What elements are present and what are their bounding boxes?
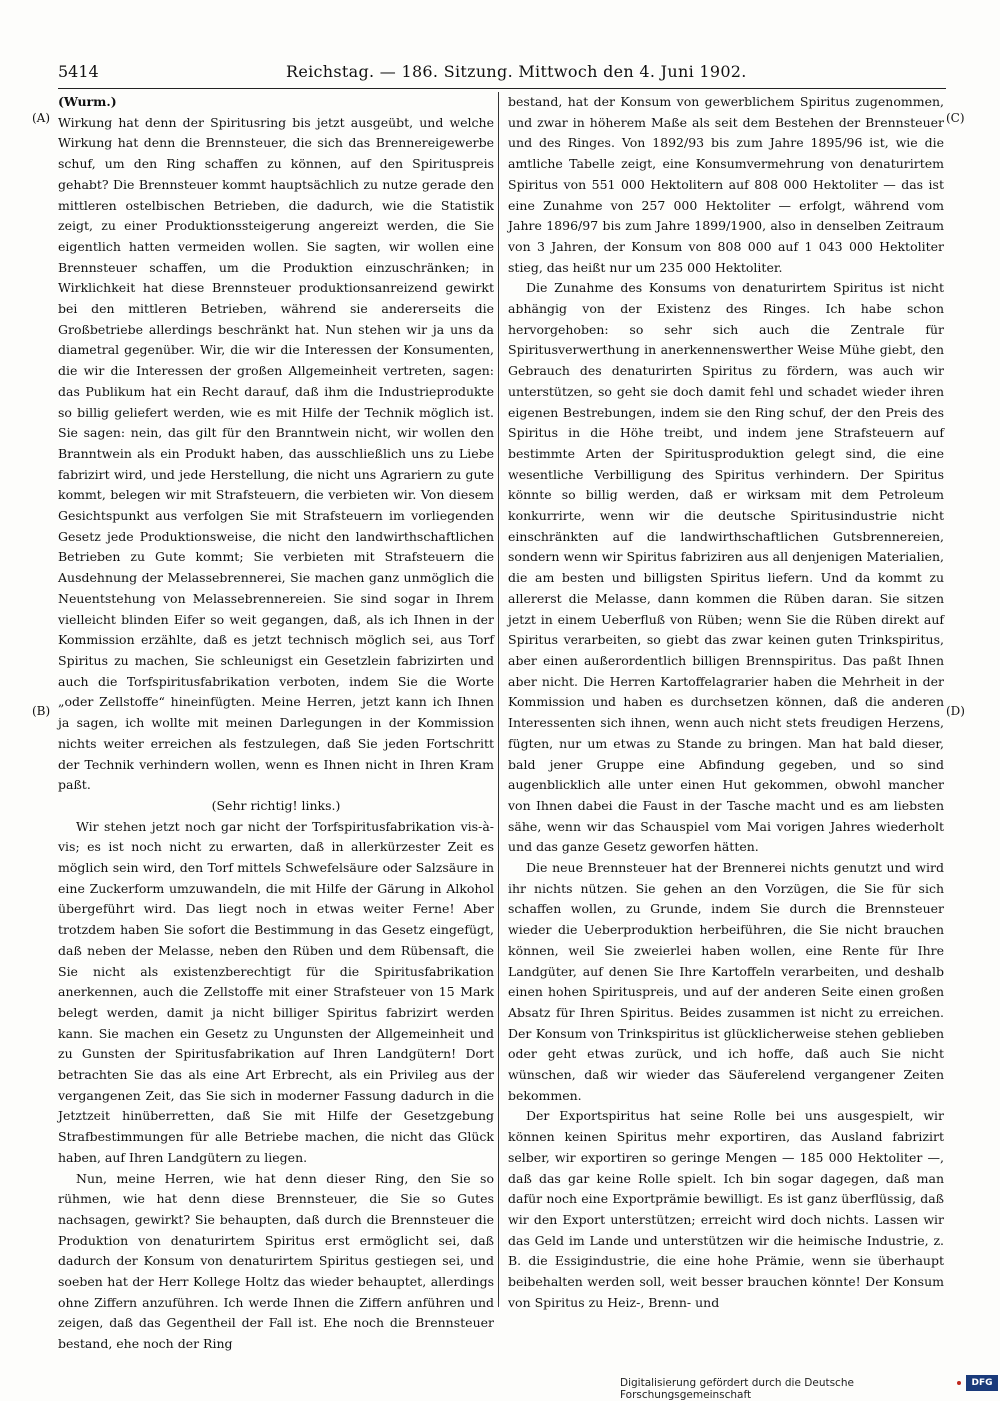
logo-dot-icon: [957, 1381, 961, 1385]
margin-mark-a: (A): [32, 111, 51, 125]
column-divider: [498, 92, 499, 1307]
page-title: Reichstag. — 186. Sitzung. Mittwoch den 4. Juni 1902.: [286, 62, 747, 81]
credit-text: Digitalisierung gefördert durch die Deutsche Forschungsgemeinschaft: [620, 1377, 854, 1401]
margin-mark-c: (C): [946, 111, 965, 125]
paragraph: bestand, hat der Konsum von gewerblichem Spiritus zugenommen, und zwar in höherem Maße als seit dem Bestehen der Brennsteuer und des Ringes. Von 1892/93 bis zum Jahre 1895/96 ist, wie die amtliche Tabelle zeigt, eine Konsumvermehrung von denaturirtem Spiritus von 551 000 Hektolitern auf 808 000 Hektoliter — das ist eine Zunahme von 257 000 Hektoliter — erfolgt, während vom Jahre 1896/97 bis zum Jahre 1899/1900, also in denselben Zeitraum von 3 Jahren, der Konsum von 808 000 auf 1 043 000 Hektoliter stieg, das heißt nur um 235 000 Hektoliter.: [508, 94, 944, 275]
paragraph: Die neue Brennsteuer hat der Brennerei nichts genutzt und wird ihr nichts nützen. Sie gehen an den Vorzügen, die Sie für sich schaffen wollen, zu Grunde, indem Sie durch die Brennsteuer wieder die Ueberproduktion herbeiführen, die Sie nicht brauchen können, weil Sie zweierlei haben wollen, eine Rente für Ihre Landgüter, auf denen Sie Ihre Kartoffeln verarbeiten, und deshalb einen hohen Spirituspreis, und auf der anderen Seite einen großen Absatz für Ihren Spiritus. Beides zusammen ist nicht zu erreichen. Der Konsum von Trinkspiritus ist glücklicherweise stehen geblieben oder geht etwas zurück, und ich hoffe, daß auch Sie nicht wünschen, daß wir wieder das Säuferelend vergangener Zeiten bekommen.: [508, 860, 944, 1103]
page-number: 5414: [58, 62, 99, 81]
paragraph: Wirkung hat denn der Spiritusring bis jetzt ausgeübt, und welche Wirkung hat denn die Brennsteuer, die sich das Brennereigewerbe schuf, um den Ring schaffen zu können, auf den Spirituspreis gehabt? Die Brennsteuer kommt hauptsächlich zu nutze gerade den mittleren ostelbischen Betrieben, die dadurch, wie die Statistik zeigt, zu einer Produktionssteigerung angereizt werden, die Sie eigentlich hatten vermeiden wollen. Sie sagten, wir wollen eine Brennsteuer schaffen, um die Produktion einzuschränken; in Wirklichkeit hat diese Brennsteuer produktionsanreizend gewirkt bei den mittleren Betrieben, während sie andererseits die Großbetriebe allerdings beschränkt hat. Nun stehen wir ja uns da diametral gegenüber. Wir, die wir die Interessen der Konsumenten, die wir die Interessen der großen Allgemeinheit vertreten, sagen: das Publikum hat ein Recht darauf, daß ihm die Industrieprodukte so billig geliefert werden, wie es mit Hilfe der Technik möglich ist. Sie sagen: nein, das gilt für den Branntwein nicht, wir wollen den Branntwein als ein Produkt haben, das ausschließlich uns zu Liebe fabrizirt wird, und jede Herstellung, die nicht uns Agrariern zu gute kommt, belegen wir mit Strafsteuern, die verbieten wir. Von diesem Gesichtspunkt aus verfolgen Sie mit Strafsteuern im vorliegenden Gesetz jede Produktionsweise, die nicht den landwirthschaftlichen Betrieben zu Gute kommt; Sie verbieten mit Strafsteuern die Ausdehnung der Melassebrennerei, Sie machen ganz unmöglich die Neuentstehung von Melassebrennereien. Sie sind sogar in Ihrem vielleicht blinden Eifer so weit gegangen, daß, als ich Ihnen in der Kommission erzählte, daß es jetzt technisch möglich sei, aus Torf Spiritus zu machen, Sie schleunigst ein Gesetzlein fabrizirten und auch die Torfspiritusfabrikation verboten, indem Sie die Worte „oder Zellstoffe“ hineinfügten. Meine Herren, jetzt kann ich Ihnen ja sagen, ich wollte mit meinen Darlegungen in der Kommission nichts weiter erreichen als festzulegen, daß Sie jeden Fortschritt der Technik verhindern wollen, wenn es Ihnen nicht in Ihren Kram paßt.: [58, 114, 494, 793]
interjection: (Sehr richtig! links.): [211, 797, 341, 813]
right-column: [508, 92, 944, 1310]
paragraph: Nun, meine Herren, wie hat denn dieser Ring, den Sie so rühmen, wie hat denn diese Brennsteuer, die Sie so Gutes nachsagen, gewirkt? Sie behaupten, daß durch die Brennsteuer die Produktion von denaturirtem Spiritus erst ermöglicht sei, daß dadurch der Konsum von denaturirtem Spiritus gestiegen sei, und soeben hat der Herr Kollege Holtz das wieder behauptet, allerdings ohne Ziffern anzuführen. Ich werde Ihnen die Ziffern anführen und zeigen, daß das Gegentheil der Fall ist. Ehe noch die Brennsteuer bestand, ehe noch der Ring: [58, 1170, 494, 1352]
paragraph: Die Zunahme des Konsums von denaturirtem Spiritus ist nicht abhängig von der Existenz des Ringes. Ich habe schon hervorgehoben: so sehr sich auch die Zentrale für Spiritusverwerthung in anerkennenswerther Weise Mühe giebt, den Gebrauch des denaturirten Spiritus zu fördern, was auch wir unterstützen, so geht sie doch damit fehl und schadet wieder ihren eigenen Bestrebungen, indem sie den Ring schuf, der den Preis des Spiritus in die Höhe treibt, und indem jene Strafsteuern auf bestimmte Arten der Spiritusproduktion gelegt sind, die eine wesentliche Verbilligung des Spiritus verhindern. Der Spiritus könnte so billig werden, daß er wirksam mit dem Petroleum konkurrirte, wenn wir die deutsche Spiritusindustrie nicht einschränkten auf die landwirthschaftlichen Gutsbrennereien, sondern wenn wir Spiritus fabriziren aus all denjenigen Materialien, die am besten und billigsten Spiritus liefern. Und da kommt zu allererst die Melasse, dann kommen die Rüben daran. Sie sitzen jetzt in einem Ueberfluß von Rüben; wenn Sie die Rüben direkt auf Spiritus verarbeiten, so giebt das zwar keinen guten Trinkspiritus, aber einen außerordentlich billigen Brennspiritus. Das paßt Ihnen aber nicht. Die Herren Kartoffelagrarier haben die Mehrheit in der Kommission und haben es durchsetzen können, daß die anderen Interessenten sich ihnen, wenn auch nicht stets freudigen Herzens, fügten, nur um etwas zu Stande zu bringen. Man hat bald dieser, bald jener Gruppe eine Abfindung gegeben, und so sind augenblicklich alle unter einen Hut gekommen, obwohl mancher von Ihnen dabei die Faust in der Tasche macht und es am liebsten sähe, wenn wir das Schauspiel vom Mai vorigen Jahres wiederholt und das ganze Gesetz geworfen hätten.: [508, 280, 944, 855]
paragraph: Wir stehen jetzt noch gar nicht der Torfspiritusfabrikation vis-à-vis; es ist noch nicht zu erwarten, daß in allerkürzester Zeit es möglich sein wird, den Torf mittels Schwefelsäure oder Salzsäure in eine Zuckerform umzuwandeln, die mit Hilfe der Gärung in Alkohol übergeführt wird. Das liegt noch in etwas weiter Ferne! Aber trotzdem haben Sie sofort die Bestimmung in das Gesetz eingefügt, daß neben der Melasse, neben den Rüben und dem Rübensaft, die Sie nicht als existenzberechtigt für die Spiritusfabrikation anerkennen, auch die Zellstoffe mit einer Strafsteuer von 15 Mark belegt werden, damit ja nicht billiger Spiritus fabrizirt werden kann. Sie machen ein Gesetz zu Ungunsten der Allgemeinheit und zu Gunsten der Spiritusfabrikation auf Ihren Landgütern! Dort betrachten Sie das als eine Art Erbrecht, als ein Privileg aus der vergangenen Zeit, das Sie sich in moderner Fassung dadurch in die Jetztzeit hinüberretten, daß Sie mit Hilfe der Gesetzgebung Strafbestimmungen für alle Betriebe machen, die nicht das Glück haben, auf Ihren Landgütern zu liegen.: [58, 818, 494, 1165]
dfg-logo: DFG: [966, 1375, 998, 1391]
page-header: [58, 62, 946, 84]
margin-mark-d: (D): [946, 704, 965, 718]
speaker-label: (Wurm.): [58, 94, 117, 109]
digitization-credit: [620, 1375, 993, 1401]
paragraph: Der Exportspiritus hat seine Rolle bei uns ausgespielt, wir können keinen Spiritus mehr exportiren, das Ausland fabrizirt selber, wir exportiren so geringe Mengen — 185 000 Hektoliter —, daß das gar keine Rolle spielt. Ich bin sogar dagegen, daß man dafür noch eine Exportprämie bewilligt. Es ist ganz überflüssig, daß wir den Export unterstützen; erreicht wird doch nichts. Lassen wir das Geld im Lande und unterstützen wir die heimische Industrie, z. B. die Essigindustrie, die eine hohe Prämie, wenn sie überhaupt beibehalten werden soll, weit besser brauchen könnte! Der Konsum von Spiritus zu Heiz-, Brenn- und: [508, 1108, 944, 1310]
margin-mark-b: (B): [32, 704, 51, 718]
header-rule: [58, 88, 946, 89]
left-column: [58, 92, 494, 1352]
